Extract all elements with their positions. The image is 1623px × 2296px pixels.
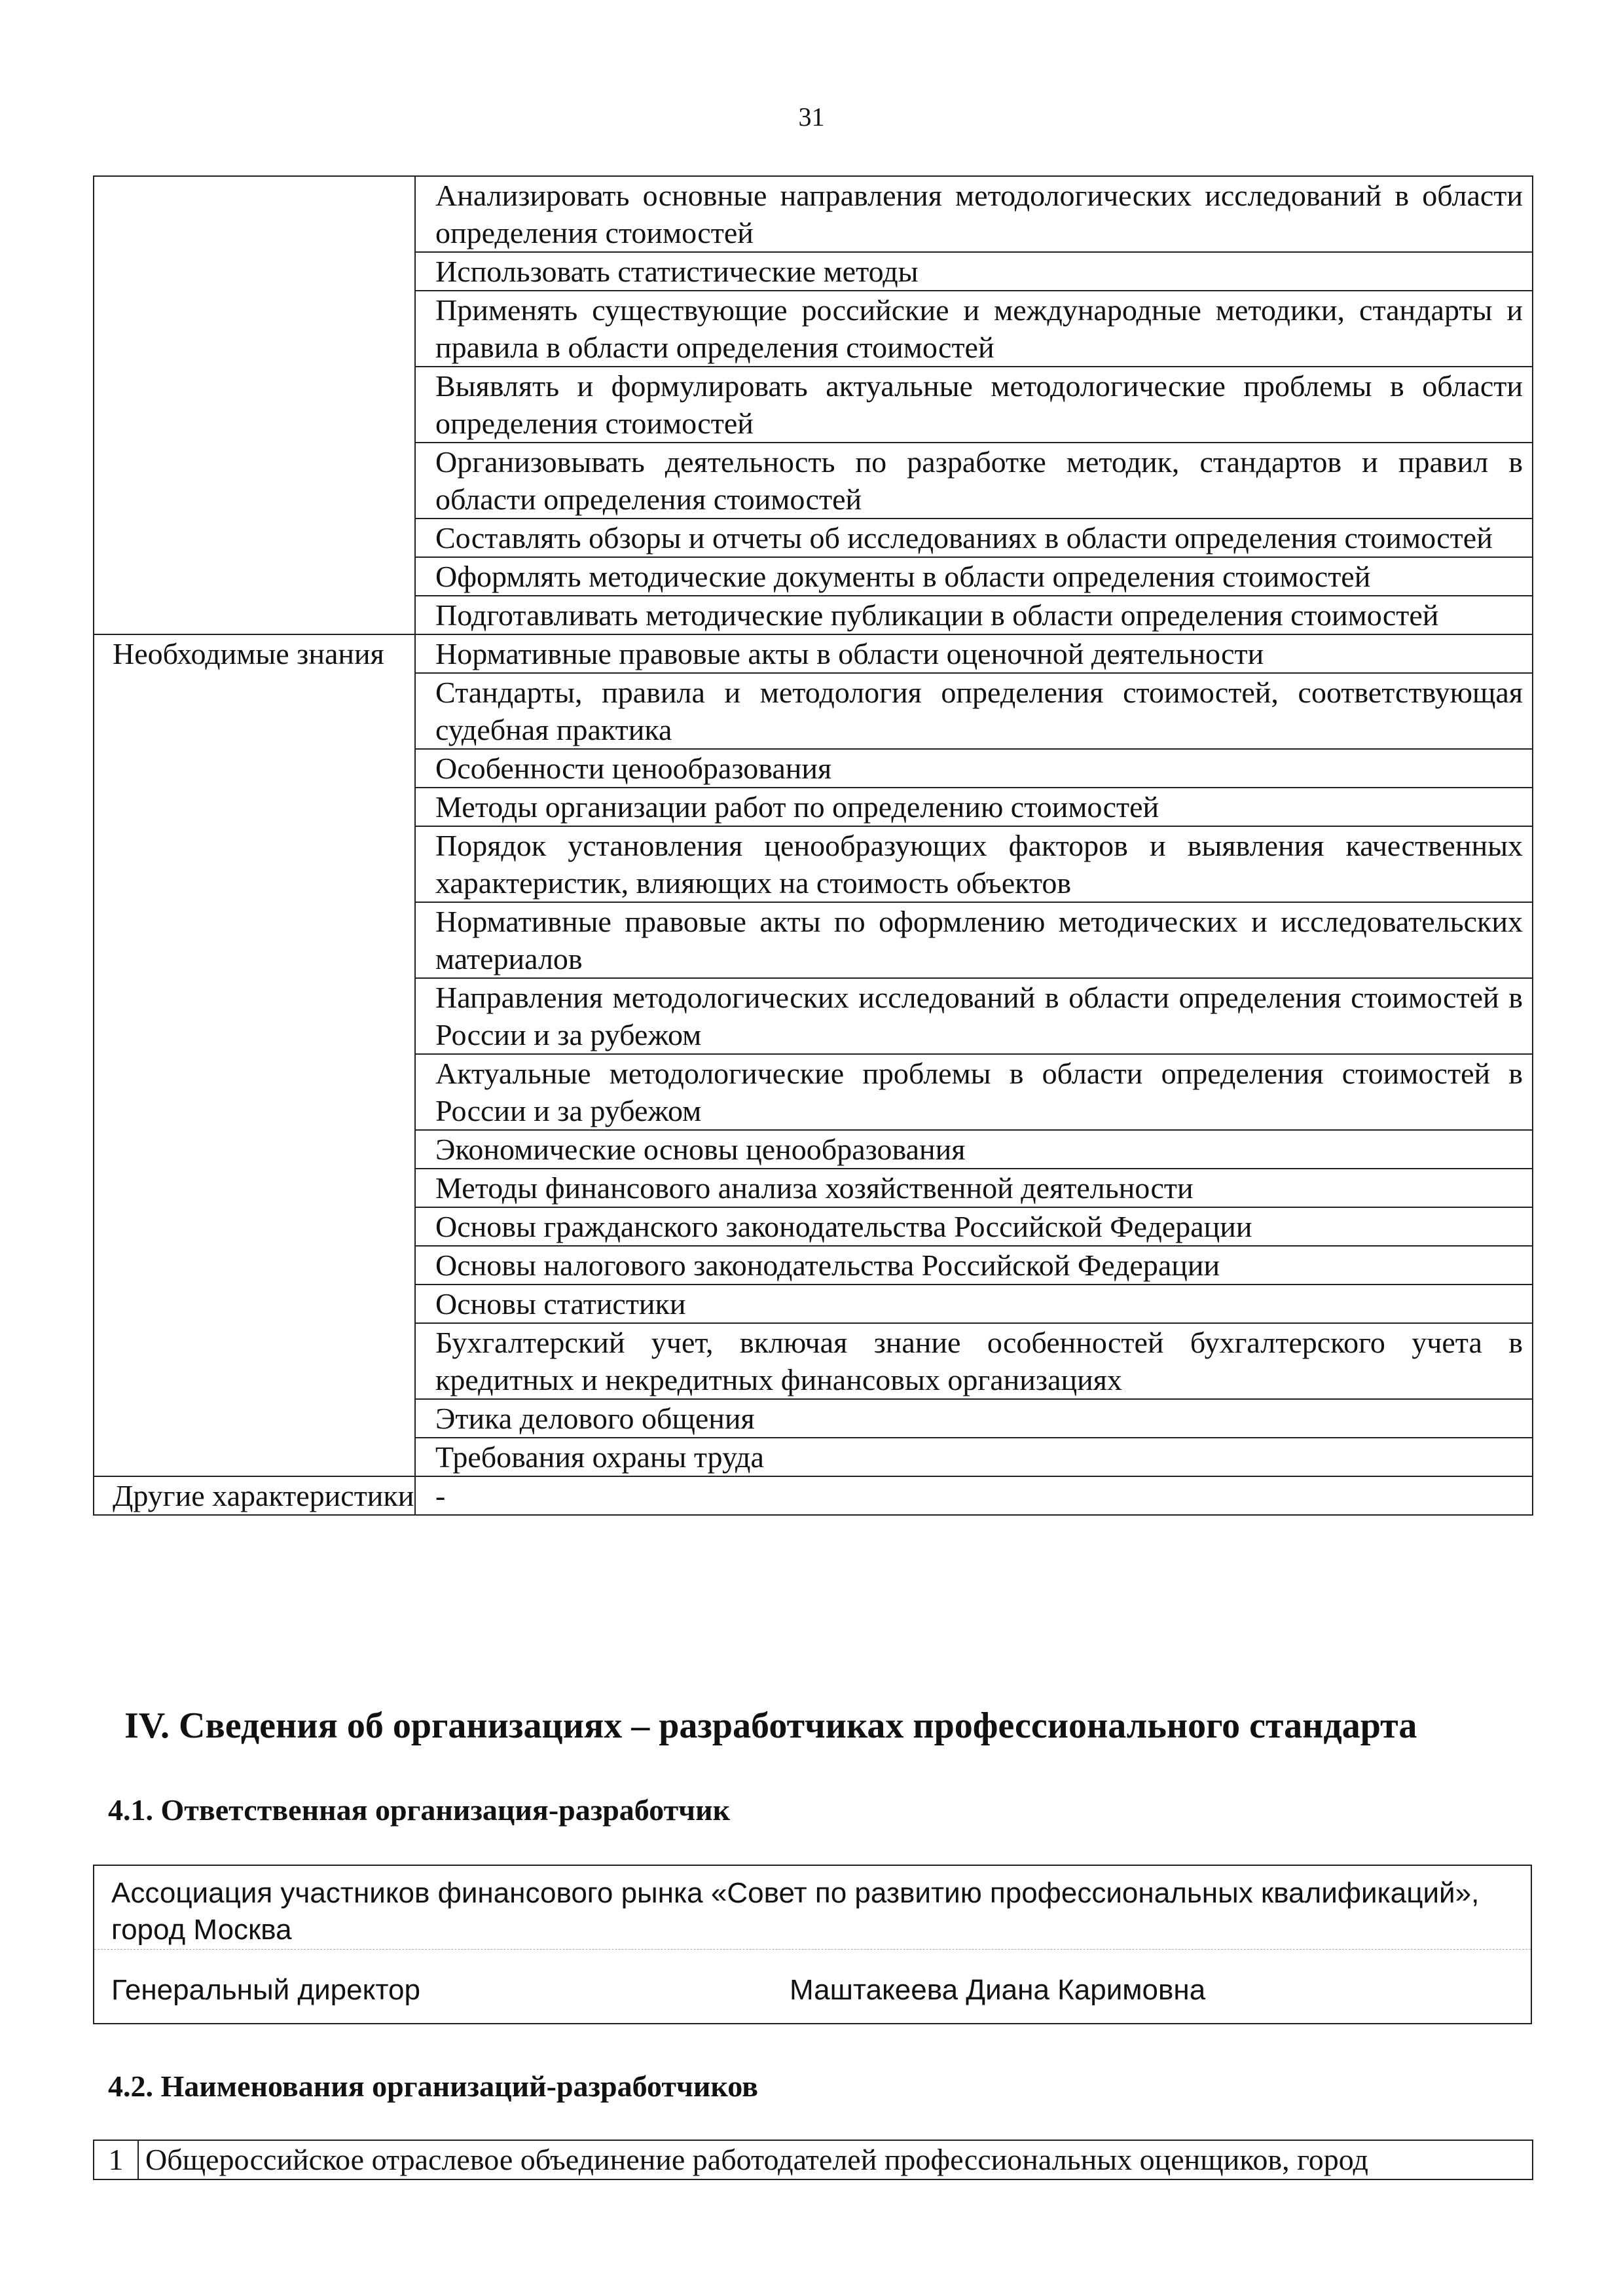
skill-item: Анализировать основные направления методологических исследований в области определения стоимостей	[415, 176, 1533, 252]
table-row	[94, 1476, 1533, 1515]
skill-item: Составлять обзоры и отчеты об исследованиях в области определения стоимостей	[415, 519, 1533, 557]
knowledge-item: Этика делового общения	[415, 1399, 1533, 1438]
section-4-2-heading: 4.2. Наименования организаций-разработчиков	[108, 2069, 758, 2103]
skill-item: Использовать статистические методы	[415, 252, 1533, 291]
skill-item: Выявлять и формулировать актуальные методологические проблемы в области определения стоимостей	[415, 367, 1533, 443]
org-name: Ассоциация участников финансового рынка «Совет по развитию профессиональных квалификаций», город Москва	[111, 1877, 1480, 1946]
table-row	[94, 634, 1533, 673]
knowledge-item: Методы финансового анализа хозяйственной деятельности	[415, 1169, 1533, 1207]
skill-item: Подготавливать методические публикации в области определения стоимостей	[415, 596, 1533, 634]
section-4-1-heading: 4.1. Ответственная организация-разработчик	[108, 1793, 731, 1827]
other-label: Другие характеристики	[94, 1476, 415, 1515]
knowledge-label: Необходимые знания	[94, 634, 415, 1476]
knowledge-item: Основы статистики	[415, 1285, 1533, 1323]
developers-table	[93, 2140, 1533, 2180]
knowledge-item: Экономические основы ценообразования	[415, 1130, 1533, 1169]
knowledge-item: Основы гражданского законодательства Российской Федерации	[415, 1207, 1533, 1246]
skill-item: Оформлять методические документы в области определения стоимостей	[415, 557, 1533, 596]
knowledge-item: Актуальные методологические проблемы в области определения стоимостей в России и за рубежом	[415, 1054, 1533, 1130]
page-number: 31	[798, 102, 825, 132]
knowledge-item: Методы организации работ по определению стоимостей	[415, 788, 1533, 826]
knowledge-item: Направления методологических исследований в области определения стоимостей в России и за рубежом	[415, 978, 1533, 1054]
section-iv-heading: IV. Сведения об организациях – разработчиках профессионального стандарта	[124, 1705, 1417, 1746]
table-row	[94, 2140, 1533, 2179]
table-row	[94, 176, 1533, 252]
knowledge-item: Бухгалтерский учет, включая знание особенностей бухгалтерского учета в кредитных и некредитных финансовых организациях	[415, 1323, 1533, 1399]
other-value: -	[415, 1476, 1533, 1515]
org-divider	[94, 1949, 1531, 1950]
knowledge-item: Требования охраны труда	[415, 1438, 1533, 1476]
skills-table	[93, 175, 1533, 1516]
knowledge-item: Особенности ценообразования	[415, 749, 1533, 788]
skill-item: Организовывать деятельность по разработке методик, стандартов и правил в области определения стоимостей	[415, 443, 1533, 519]
knowledge-item: Нормативные правовые акты в области оценочной деятельности	[415, 634, 1533, 673]
knowledge-item: Основы налогового законодательства Российской Федерации	[415, 1246, 1533, 1285]
knowledge-item: Стандарты, правила и методология определения стоимостей, соответствующая судебная практика	[415, 673, 1533, 749]
skill-item: Применять существующие российские и международные методики, стандарты и правила в области определения стоимостей	[415, 291, 1533, 367]
knowledge-item: Нормативные правовые акты по оформлению методических и исследовательских материалов	[415, 902, 1533, 978]
director-position: Генеральный директор	[111, 1974, 420, 2006]
label-cell-empty	[94, 176, 415, 634]
knowledge-item: Порядок установления ценообразующих факторов и выявления качественных характеристик, влияющих на стоимость объектов	[415, 826, 1533, 902]
row-number: 1	[94, 2140, 138, 2179]
developer-name: Общероссийское отраслевое объединение работодателей профессиональных оценщиков, город	[138, 2140, 1533, 2179]
director-name: Маштакеева Диана Каримовна	[790, 1974, 1206, 2006]
responsible-org-box	[93, 1865, 1532, 2024]
